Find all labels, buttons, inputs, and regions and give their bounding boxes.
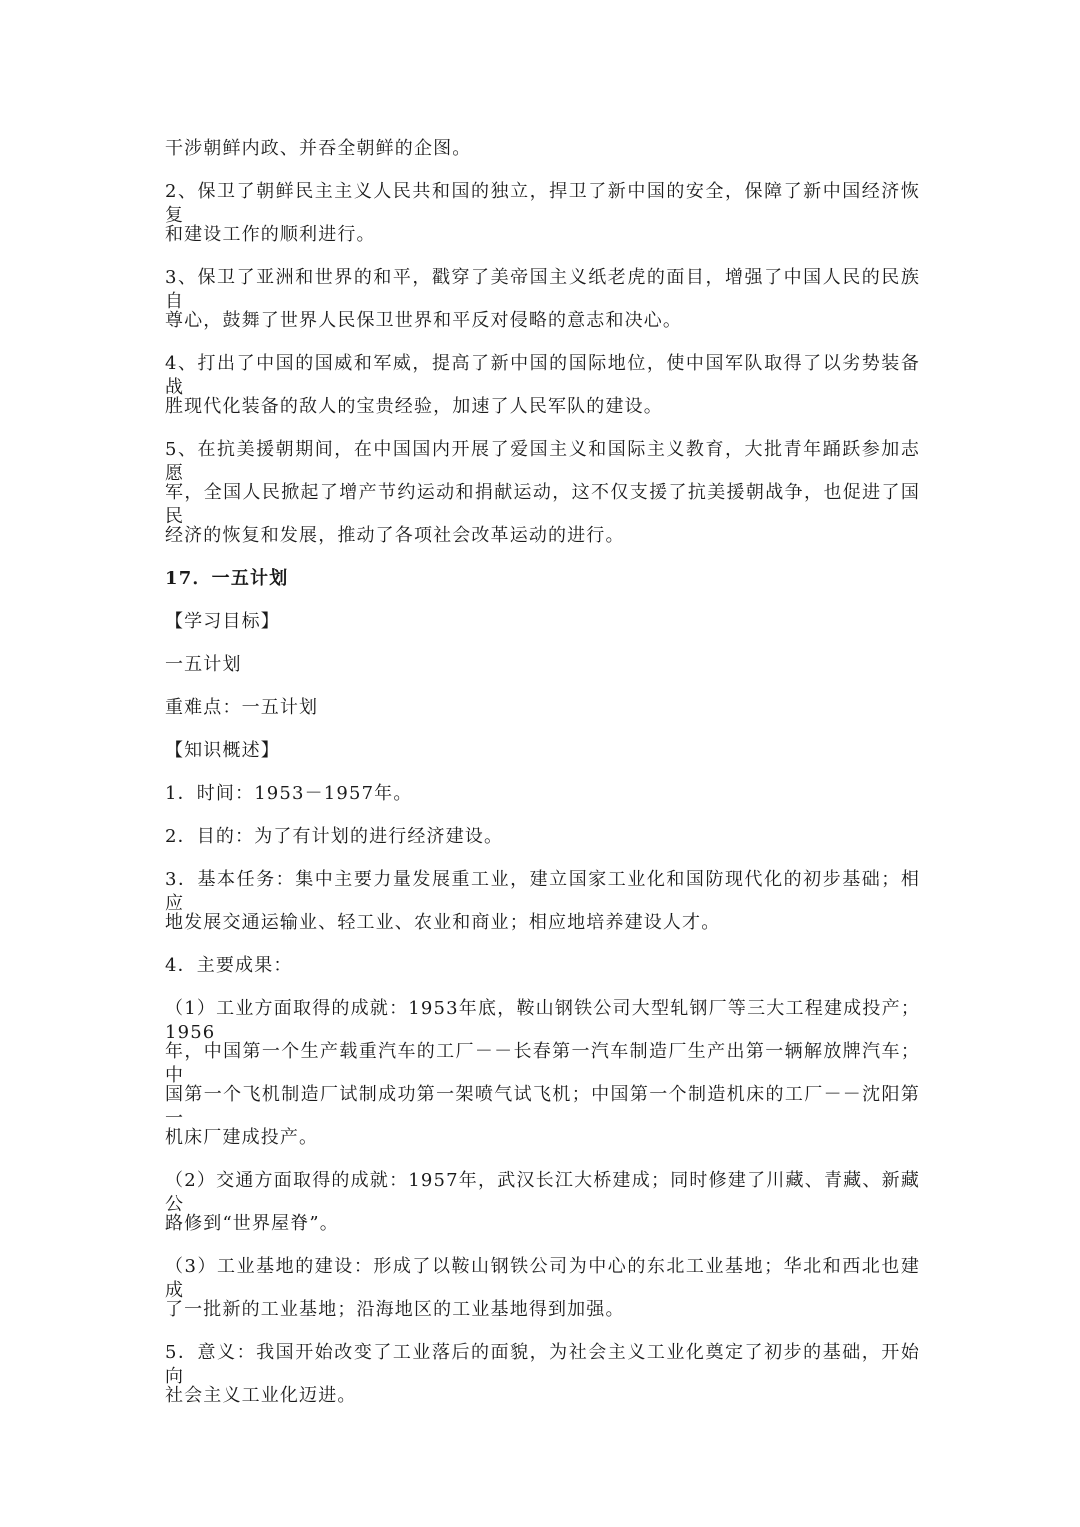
text-line: 【知识概述】: [165, 740, 280, 761]
text-line: 5．意义：我国开始改变了工业落后的面貌，为社会主义工业化奠定了初步的基础，开始向: [165, 1342, 920, 1387]
text-line: 5、在抗美援朝期间，在中国国内开展了爱国主义和国际主义教育，大批青年踊跃参加志愿: [165, 439, 920, 484]
text-line: 社会主义工业化迈进。: [165, 1385, 357, 1406]
text-line: 2、保卫了朝鲜民主主义人民共和国的独立，捍卫了新中国的安全，保障了新中国经济恢复: [165, 181, 920, 226]
text-line: 3．基本任务：集中主要力量发展重工业，建立国家工业化和国防现代化的初步基础；相应: [165, 869, 920, 914]
text-line: （3）工业基地的建设：形成了以鞍山钢铁公司为中心的东北工业基地；华北和西北也建成: [165, 1256, 920, 1301]
text-line: 1．时间：1953－1957年。: [165, 783, 413, 804]
text-line: 机床厂建成投产。: [165, 1127, 319, 1148]
text-line: （1）工业方面取得的成就：1953年底，鞍山钢铁公司大型轧钢厂等三大工程建成投产；1956: [165, 998, 920, 1043]
text-line: 尊心，鼓舞了世界人民保卫世界和平反对侵略的意志和决心。: [165, 310, 683, 331]
text-line: 经济的恢复和发展，推动了各项社会改革运动的进行。: [165, 525, 625, 546]
text-line: 重难点：一五计划: [165, 697, 319, 718]
text-line: 2．目的：为了有计划的进行经济建设。: [165, 826, 504, 847]
text-line: 胜现代化装备的敌人的宝贵经验，加速了人民军队的建设。: [165, 396, 663, 417]
text-line: 了一批新的工业基地；沿海地区的工业基地得到加强。: [165, 1299, 625, 1320]
text-line: 4．主要成果：: [165, 955, 293, 976]
text-line: 军，全国人民掀起了增产节约运动和捐献运动，这不仅支援了抗美援朝战争，也促进了国民: [165, 482, 920, 527]
text-line: 【学习目标】: [165, 611, 280, 632]
text-line: 地发展交通运输业、轻工业、农业和商业；相应地培养建设人才。: [165, 912, 721, 933]
document-body: [165, 137, 920, 1427]
text-line: 国第一个飞机制造厂试制成功第一架喷气试飞机；中国第一个制造机床的工厂－－沈阳第一: [165, 1084, 920, 1129]
text-line: 年，中国第一个生产载重汽车的工厂－－长春第一汽车制造厂生产出第一辆解放牌汽车；中: [165, 1041, 920, 1086]
section-heading: 17．一五计划: [165, 568, 289, 589]
text-line: 路修到“世界屋脊”。: [165, 1213, 339, 1234]
text-line: 一五计划: [165, 654, 242, 675]
text-line: 4、打出了中国的国威和军威，提高了新中国的国际地位，使中国军队取得了以劣势装备战: [165, 353, 920, 398]
text-line: 和建设工作的顺利进行。: [165, 224, 376, 245]
text-line: 干涉朝鲜内政、并吞全朝鲜的企图。: [165, 138, 472, 159]
text-line: （2）交通方面取得的成就：1957年，武汉长江大桥建成；同时修建了川藏、青藏、新藏公: [165, 1170, 920, 1215]
text-line: 3、保卫了亚洲和世界的和平，戳穿了美帝国主义纸老虎的面目，增强了中国人民的民族自: [165, 267, 920, 312]
